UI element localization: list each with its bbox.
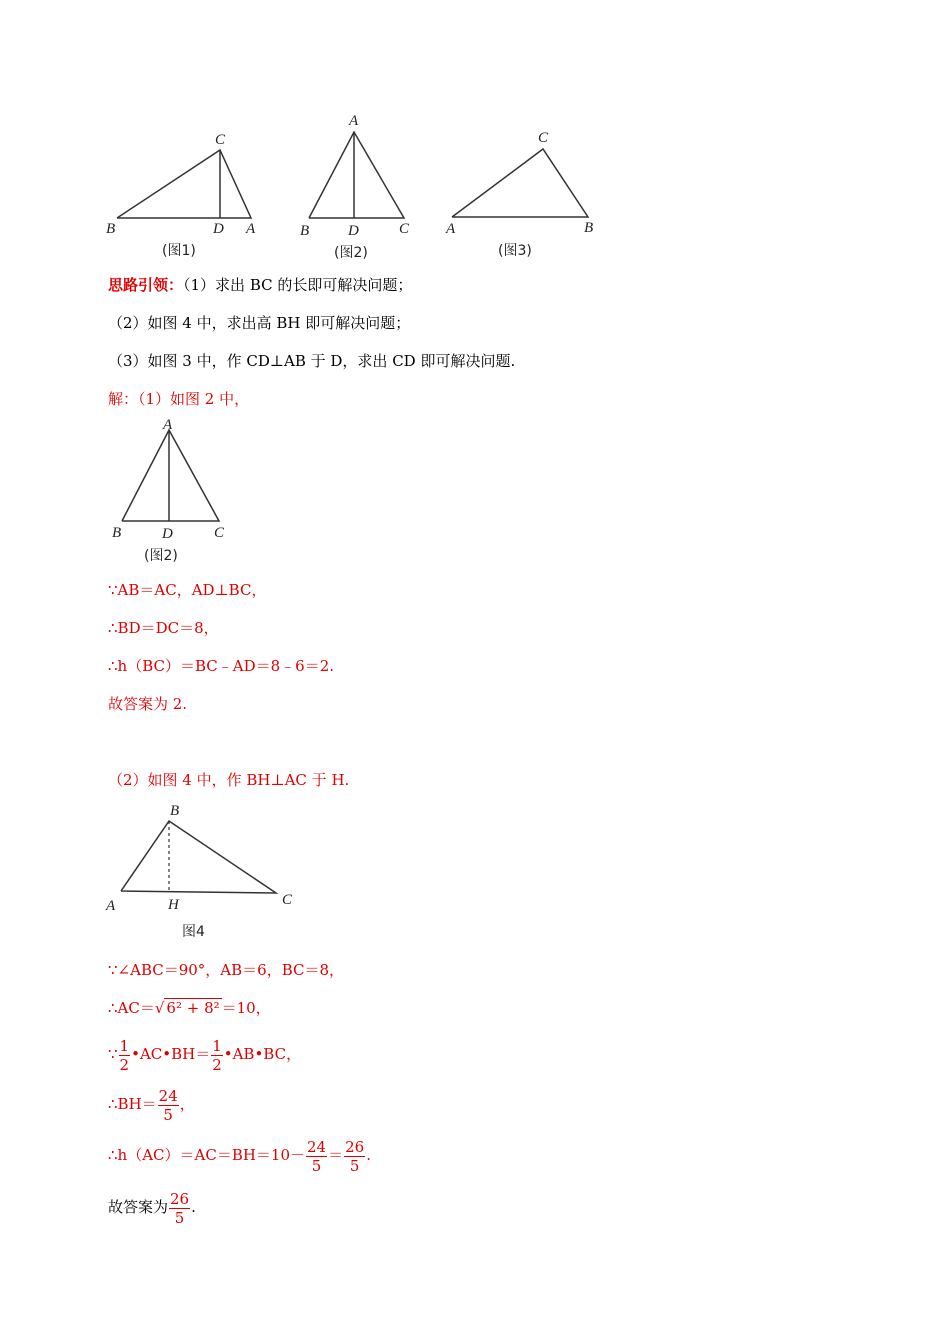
- answer-suffix: .: [191, 1198, 196, 1216]
- fraction-answer: [169, 1190, 190, 1227]
- step5-suffix: .: [366, 1146, 371, 1164]
- figure-2: [309, 132, 404, 218]
- sol1-fig-label-a: A: [163, 417, 173, 433]
- sol2-fig-label-h: H: [168, 897, 179, 913]
- frac-den: 2: [119, 1055, 130, 1074]
- hint-line-2: （2）如图 4 中，求出高 BH 即可解决问题；: [108, 314, 411, 332]
- frac-num: 24: [307, 1137, 327, 1156]
- fig3-label-a: A: [446, 221, 456, 237]
- fig3-caption: (图3): [498, 243, 532, 259]
- step2-suffix: ＝10，: [221, 999, 271, 1017]
- solution2-step5: [108, 1135, 371, 1175]
- frac-num: 1: [119, 1036, 130, 1055]
- fig2-caption: (图2): [334, 245, 368, 261]
- fraction-half-1: [119, 1037, 131, 1074]
- fig2-label-a: A: [349, 113, 359, 129]
- solution1-head: 解：（1）如图 2 中，: [108, 390, 250, 408]
- frac-den: 5: [311, 1156, 322, 1175]
- top-figures: [100, 105, 620, 265]
- step5-prefix: ∴h（AC）＝AC＝BH＝10－: [108, 1146, 306, 1164]
- fig3-label-b: B: [584, 220, 594, 236]
- fraction-half-2: [211, 1037, 223, 1074]
- solution2-figure: [100, 796, 310, 946]
- step3-prefix: ∵: [108, 1045, 118, 1063]
- frac-den: 5: [349, 1156, 360, 1175]
- solution2-step1: ∵∠ABC＝90°，AB＝6，BC＝8，: [108, 961, 345, 979]
- solution2-step2: [108, 998, 271, 1018]
- sqrt-radicand: 6² + 8²: [166, 999, 220, 1017]
- sol2-fig-label-c: C: [282, 892, 293, 908]
- sol2-fig-label-b: B: [170, 803, 180, 819]
- solution1-step1: ∵AB＝AC，AD⊥BC，: [108, 581, 267, 599]
- hint-line-1: [108, 275, 412, 295]
- hint-line-3: （3）如图 3 中，作 CD⊥AB 于 D，求出 CD 即可解决问题.: [108, 352, 516, 370]
- fig1-label-b: B: [106, 221, 116, 237]
- fig3-label-c: C: [538, 130, 549, 146]
- solution2-head: （2）如图 4 中，作 BH⊥AC 于 H.: [108, 771, 350, 789]
- step4-prefix: ∴BH＝: [108, 1095, 157, 1113]
- solution1-step2: ∴BD＝DC＝8，: [108, 619, 219, 637]
- step2-prefix: ∴AC＝: [108, 999, 155, 1017]
- figure-3: [452, 149, 588, 217]
- fig2-label-d: D: [348, 223, 359, 239]
- step5-eq: ＝: [328, 1146, 344, 1164]
- fig1-caption: (图1): [162, 243, 196, 259]
- sol2-fig-caption: 图4: [182, 924, 205, 940]
- solution1-figure: [105, 412, 245, 567]
- fig2-label-b: B: [300, 223, 310, 239]
- sol1-fig-caption: (图2): [144, 548, 178, 564]
- answer-prefix: 故答案为: [108, 1198, 169, 1216]
- solution2-step3: [108, 1034, 301, 1074]
- step4-suffix: ，: [179, 1095, 195, 1113]
- fig1-label-a: A: [246, 221, 256, 237]
- fraction-bh-2: [306, 1138, 327, 1175]
- frac-num: 1: [212, 1036, 222, 1055]
- frac-num: 24: [158, 1086, 178, 1105]
- fraction-result: [344, 1138, 365, 1175]
- figure-1: [117, 150, 251, 218]
- step3-mid2: •AB•BC，: [223, 1045, 302, 1063]
- frac-den: 5: [163, 1105, 173, 1124]
- frac-den: 5: [174, 1208, 185, 1227]
- solution1-answer: 故答案为 2.: [108, 695, 188, 713]
- fig1-label-c: C: [215, 132, 226, 148]
- hint-text-1: （1）求出 BC 的长即可解决问题；: [183, 276, 413, 294]
- frac-num: 26: [345, 1137, 365, 1156]
- frac-den: 2: [212, 1055, 222, 1074]
- fraction-bh: [158, 1087, 179, 1124]
- fig2-label-c: C: [399, 221, 410, 237]
- hint-title: 思路引领：: [108, 276, 184, 294]
- solution2-step4: [108, 1084, 195, 1124]
- sol1-fig-label-c: C: [214, 525, 225, 541]
- step3-mid1: •AC•BH＝: [131, 1045, 211, 1063]
- frac-num: 26: [170, 1189, 190, 1208]
- sol1-fig-label-d: D: [162, 526, 173, 542]
- solution1-step3: ∴h（BC）＝BC﹣AD＝8﹣6＝2.: [108, 657, 335, 675]
- sol1-fig-label-b: B: [112, 525, 122, 541]
- fig1-label-d: D: [213, 221, 224, 237]
- solution2-answer: [108, 1187, 196, 1227]
- sqrt-expression: √ 6² + 8²: [154, 999, 220, 1017]
- sol2-fig-label-a: A: [106, 898, 116, 914]
